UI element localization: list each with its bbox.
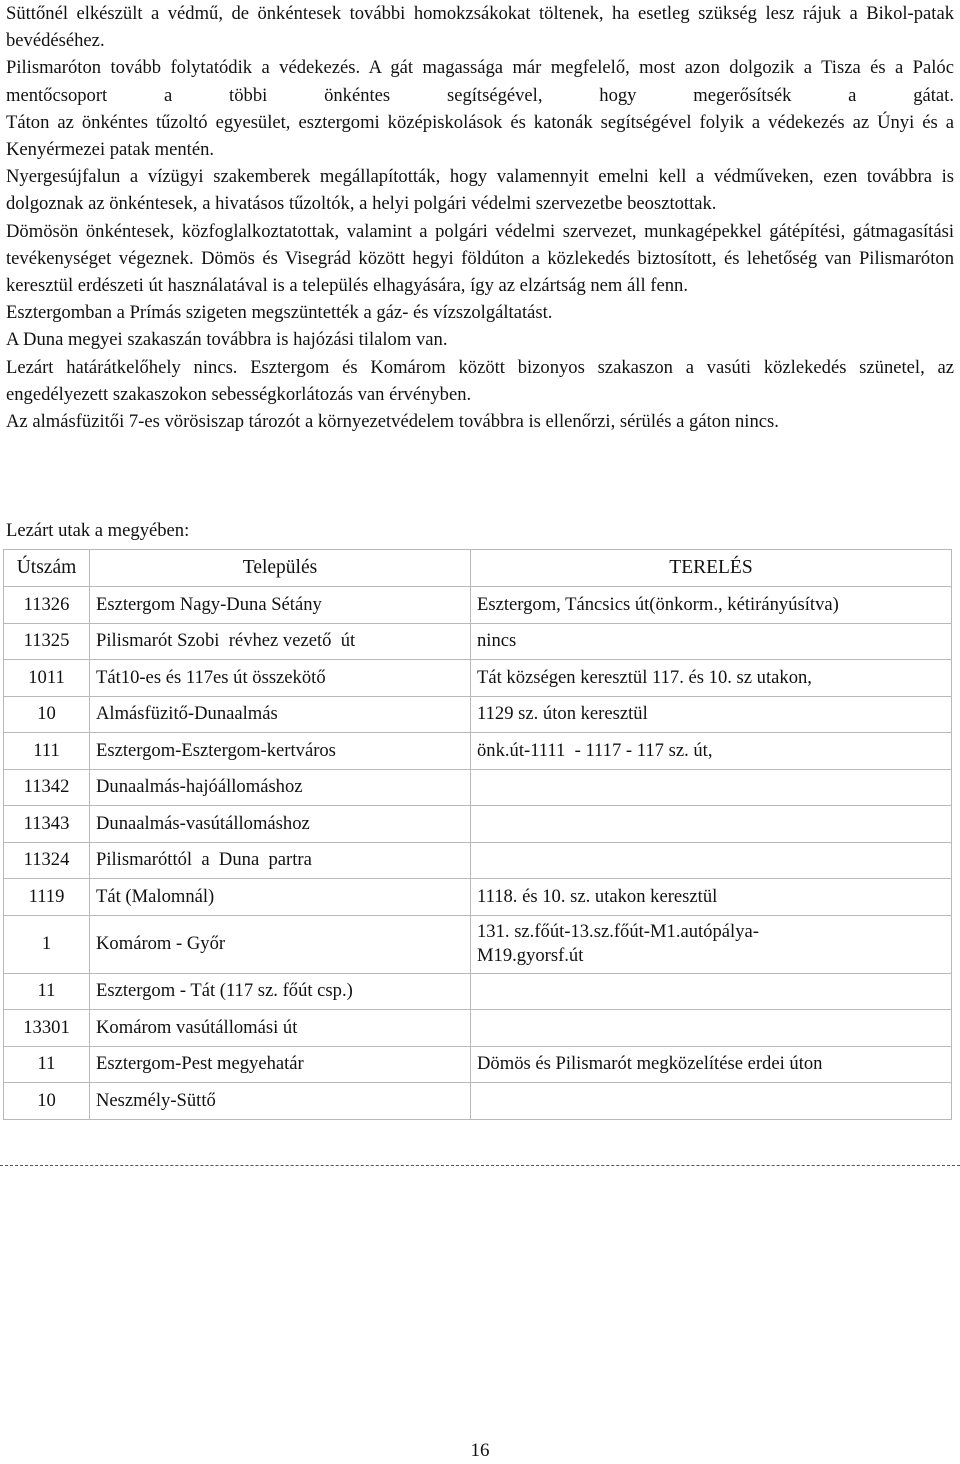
detour-cell: Tát községen keresztül 117. és 10. sz utakon, [471, 660, 952, 697]
road-number-cell: 11343 [4, 806, 90, 843]
table-row [4, 696, 952, 733]
settlement-cell: Komárom vasútállomási út [90, 1010, 471, 1047]
closed-roads-table [3, 549, 952, 1120]
paragraph-hataratkelo: Lezárt határátkelőhely nincs. Esztergom és Komárom között bizonyos szakaszon a vasúti közlekedés szünetel, az engedélyezett szakaszokon sebességkorlátozás van érvényben. [6, 356, 954, 405]
detour-cell [471, 842, 952, 879]
detour-cell: 1129 sz. úton keresztül [471, 696, 952, 733]
road-number-cell: 10 [4, 1083, 90, 1120]
detour-cell: nincs [471, 623, 952, 660]
road-number-cell: 11326 [4, 587, 90, 624]
paragraph-domos: Dömösön önkéntesek, közfoglalkoztatottak, valamint a polgári védelmi szervezet, munkagépekkel gátépítési, gátmagasítási tevékenységet végeznek. Dömös és Visegrád között hegyi földúton a közlekedés biztosított, és lehetőség van Pilismaróton keresztül erdészeti út használatával is a település elhagyására, így az elzártság nem áll fenn. [6, 220, 954, 297]
settlement-cell: Esztergom-Pest megyehatár [90, 1046, 471, 1083]
detour-cell [471, 806, 952, 843]
road-number-cell: 1011 [4, 660, 90, 697]
settlement-cell: Esztergom - Tát (117 sz. főút csp.) [90, 973, 471, 1010]
settlement-cell: Dunaalmás-hajóállomáshoz [90, 769, 471, 806]
settlement-cell: Pilismaróttól a Duna partra [90, 842, 471, 879]
settlement-cell: Almásfüzitő-Dunaalmás [90, 696, 471, 733]
road-number-cell: 13301 [4, 1010, 90, 1047]
paragraph-sutto: Süttőnél elkészült a védmű, de önkéntesek további homokzsákokat töltenek, ha esetleg szükség lesz rájuk a Bikol-patak bevédéséhez. [6, 3, 954, 52]
table-row [4, 1046, 952, 1083]
settlement-cell: Tát (Malomnál) [90, 879, 471, 916]
table-row [4, 806, 952, 843]
detour-cell: Esztergom, Táncsics út(önkorm., kétirányúsítva) [471, 587, 952, 624]
road-number-cell: 11 [4, 973, 90, 1010]
settlement-cell: Komárom - Győr [90, 915, 471, 973]
settlement-cell: Esztergom Nagy-Duna Sétány [90, 587, 471, 624]
settlement-cell: Pilismarót Szobi révhez vezető út [90, 623, 471, 660]
detour-cell: 1118. és 10. sz. utakon keresztül [471, 879, 952, 916]
road-number-cell: 11 [4, 1046, 90, 1083]
settlement-cell: Esztergom-Esztergom-kertváros [90, 733, 471, 770]
settlement-cell: Neszmély-Süttő [90, 1083, 471, 1120]
table-row [4, 733, 952, 770]
paragraph-voroisiszap: Az almásfüzitői 7-es vörösiszap tározót a környezetvédelem továbbra is ellenőrzi, sérülés a gáton nincs. [6, 411, 779, 433]
road-number-cell: 11342 [4, 769, 90, 806]
settlement-cell: Dunaalmás-vasútállomáshoz [90, 806, 471, 843]
page-number: 16 [470, 1440, 490, 1461]
dashed-separator [0, 1165, 960, 1166]
table-row [4, 1010, 952, 1047]
road-number-cell: 111 [4, 733, 90, 770]
road-number-cell: 11324 [4, 842, 90, 879]
detour-cell: önk.út-1111 - 1117 - 117 sz. út, [471, 733, 952, 770]
detour-cell: Dömös és Pilismarót megközelítése erdei úton [471, 1046, 952, 1083]
road-number-cell: 10 [4, 696, 90, 733]
detour-cell [471, 973, 952, 1010]
detour-cell [471, 1083, 952, 1120]
settlement-cell: Tát10-es és 117es út összekötő [90, 660, 471, 697]
body-text [6, 0, 954, 435]
table-row [4, 1083, 952, 1120]
detour-cell: 131. sz.főút-13.sz.főút-M1.autópálya-M19.gyorsf.út [471, 915, 952, 973]
road-number-cell: 11325 [4, 623, 90, 660]
road-number-cell: 1119 [4, 879, 90, 916]
table-header-row [4, 550, 952, 587]
paragraph-duna-hajozas: A Duna megyei szakaszán továbbra is hajózási tilalom van. [6, 329, 448, 351]
table-row [4, 842, 952, 879]
table-row [4, 587, 952, 624]
table-caption: Lezárt utak a megyében: [6, 520, 190, 541]
paragraph-pilismarot: Pilismaróton tovább folytatódik a védekezés. A gát magassága már megfelelő, most azon dolgozik a Tisza és a Palóc mentőcsoport a többi önkéntes segítségével, hogy megerősítsék a gátat. [6, 57, 954, 106]
header-settlement: Település [90, 550, 471, 587]
paragraph-esztergom-primas: Esztergomban a Prímás szigeten megszüntették a gáz- és vízszolgáltatást. [6, 302, 553, 324]
header-road-number: Útszám [4, 550, 90, 587]
detour-cell [471, 1010, 952, 1047]
table-row [4, 915, 952, 973]
table-row [4, 660, 952, 697]
table-row [4, 973, 952, 1010]
table-row [4, 879, 952, 916]
header-detour: TERELÉS [471, 550, 952, 587]
table-row [4, 769, 952, 806]
road-number-cell: 1 [4, 915, 90, 973]
paragraph-nyergesujfalu: Nyergesújfalun a vízügyi szakemberek megállapították, hogy valamennyit emelni kell a védműveken, ezen továbbra is dolgoznak az önkéntesek, a hivatásos tűzoltók, a helyi polgári védelmi szervezetbe beosztottak. [6, 166, 954, 215]
paragraph-tat: Táton az önkéntes tűzoltó egyesület, esztergomi középiskolások és katonák segítségével folyik a védekezés az Únyi és a Kenyérmezei patak mentén. [6, 111, 954, 161]
detour-cell [471, 769, 952, 806]
table-row [4, 623, 952, 660]
